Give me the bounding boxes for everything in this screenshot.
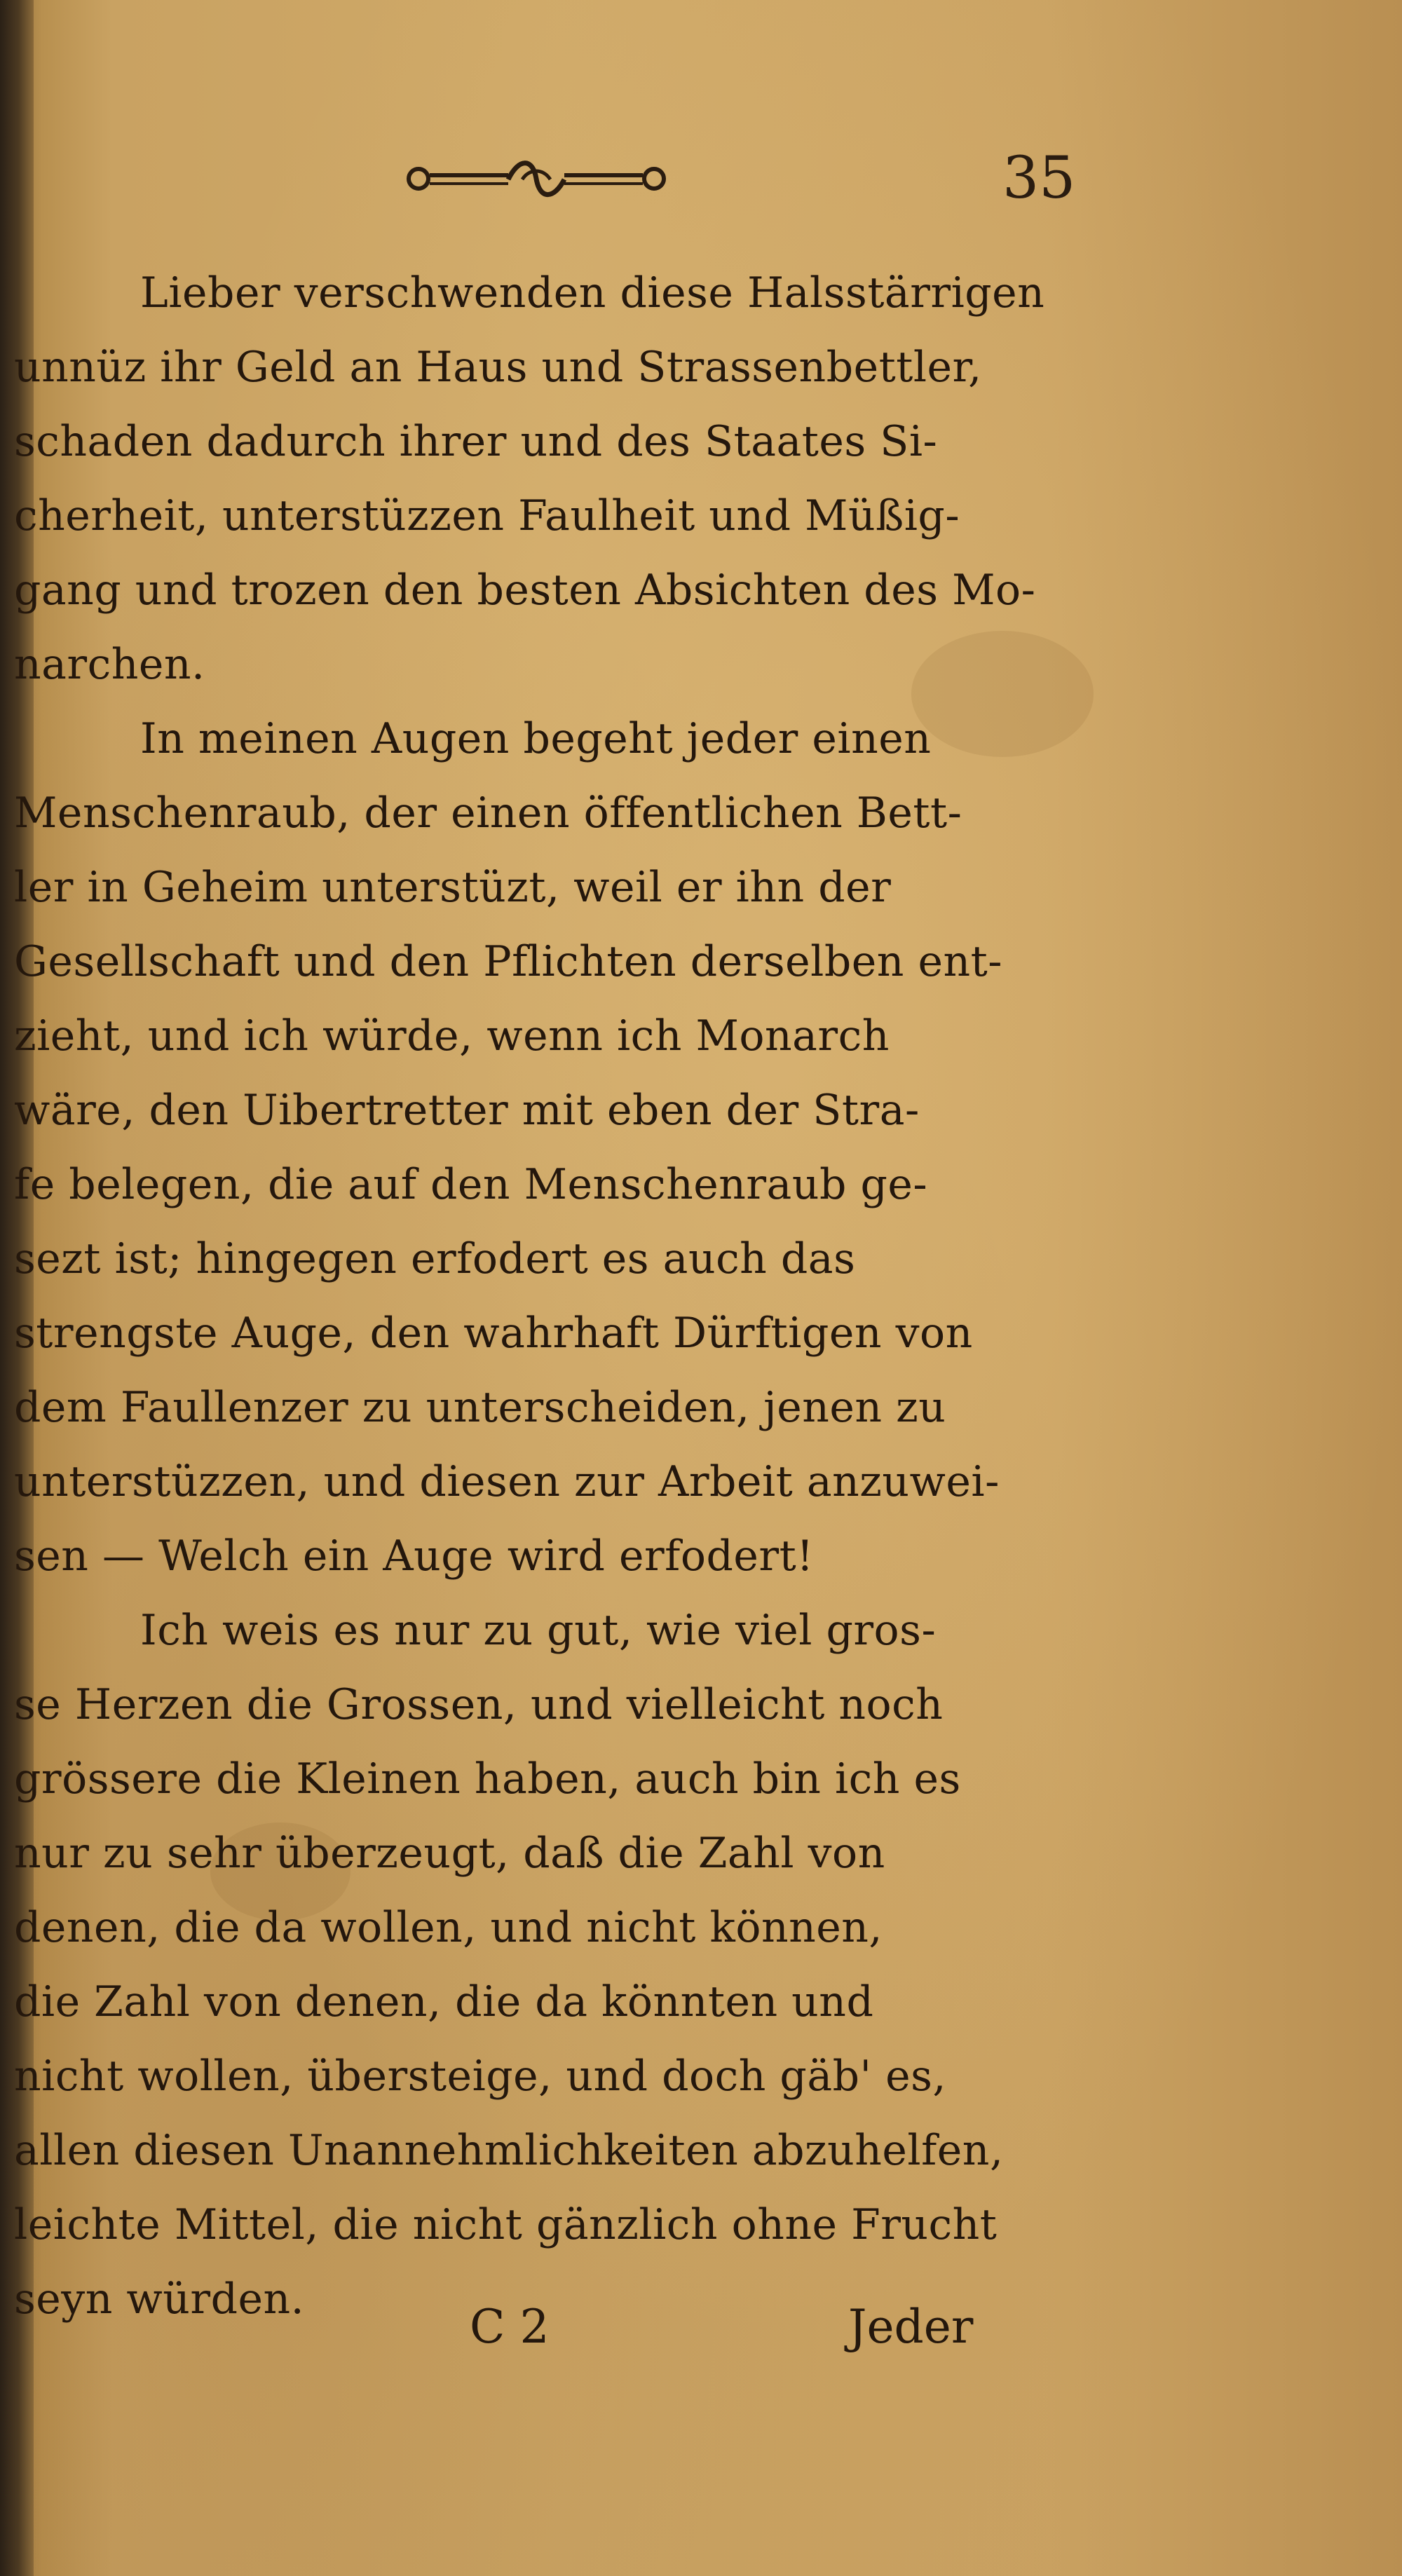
text-line: allen diesen Unannehmlichkeiten abzuhelfen, (14, 2126, 1004, 2175)
text-line: In meinen Augen begeht jeder einen (140, 714, 932, 763)
text-line: nur zu sehr überzeugt, daß die Zahl von (14, 1829, 885, 1878)
text-line: grössere die Kleinen haben, auch bin ich es (14, 1754, 961, 1804)
text-line: nicht wollen, übersteige, und doch gäb' es, (14, 2052, 946, 2101)
text-line: zieht, und ich würde, wenn ich Monarch (14, 1011, 890, 1061)
text-line: Gesellschaft und den Pflichten derselben ent- (14, 937, 1002, 986)
text-line: schaden dadurch ihrer und des Staates Si- (14, 417, 938, 466)
text-line: se Herzen die Grossen, und vielleicht noch (14, 1680, 944, 1729)
text-line: unnüz ihr Geld an Haus und Strassenbettler, (14, 343, 982, 392)
text-line: sezt ist; hingegen erfodert es auch das (14, 1234, 856, 1283)
text-line: Menschenraub, der einen öffentlichen Bett- (14, 789, 962, 838)
text-line: cherheit, unterstüzzen Faulheit und Müßig- (14, 491, 960, 540)
ornament-rule-icon (403, 154, 669, 203)
catchword: Jeder (848, 2300, 974, 2354)
page-body (14, 256, 1066, 2336)
text-line: leichte Mittel, die nicht gänzlich ohne Frucht (14, 2200, 998, 2249)
text-line: wäre, den Uibertretter mit eben der Stra- (14, 1086, 920, 1135)
text-line: sen — Welch ein Auge wird erfodert! (14, 1532, 814, 1581)
text-line: strengste Auge, den wahrhaft Dürftigen von (14, 1309, 973, 1358)
text-line: narchen. (14, 640, 205, 689)
page-number: 35 (1002, 145, 1076, 212)
text-line: seyn würden. (14, 2275, 305, 2324)
text-line: fe belegen, die auf den Menschenraub ge- (14, 1160, 928, 1209)
text-line: die Zahl von denen, die da könnten und (14, 1977, 874, 2026)
text-line: dem Faullenzer zu unterscheiden, jenen zu (14, 1383, 946, 1432)
page-footer (0, 2282, 1402, 2373)
text-line: ler in Geheim unterstüzt, weil er ihn der (14, 863, 892, 912)
signature-mark: C 2 (470, 2300, 550, 2354)
text-line: unterstüzzen, und diesen zur Arbeit anzuwei- (14, 1457, 1000, 1506)
text-line: gang und trozen den besten Absichten des Mo- (14, 566, 1036, 615)
text-line: Lieber verschwenden diese Halsstärrigen (140, 268, 1045, 318)
page-header (0, 130, 1402, 235)
text-line: denen, die da wollen, und nicht können, (14, 1903, 883, 1952)
text-line: Ich weis es nur zu gut, wie viel gros- (140, 1606, 937, 1655)
